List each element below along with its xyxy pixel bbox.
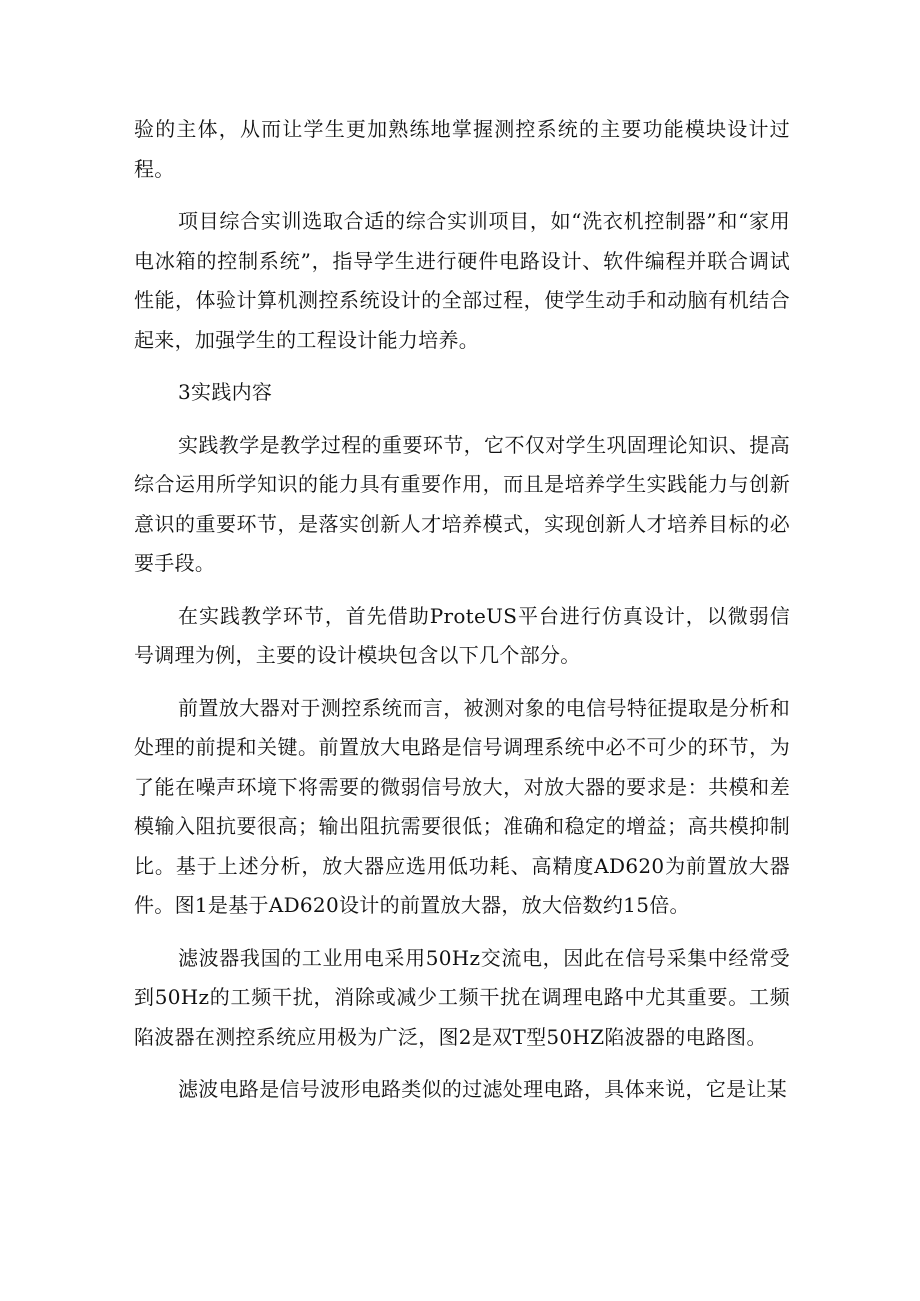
section-heading-practice-content: 3实践内容 bbox=[178, 380, 273, 404]
paragraph-filter-circuit: 滤波电路是信号波形电路类似的过滤处理电路，具体来说，它是让某 bbox=[178, 1077, 787, 1101]
paragraph-proteus-simulation: 在实践教学环节，首先借助ProteUS平台进行仿真设计，以微弱信号调理为例，主要的设计模块包含以下几个部分。 bbox=[134, 603, 790, 667]
paragraph-notch-filter: 滤波器我国的工业用电采用50Hz交流电，因此在信号采集中经常受到50Hz的工频干扰，消除或减少工频干扰在调理电路中尤其重要。工频陷波器在测控系统应用极为广泛，图2是双T型50HZ陷波器的电路图。 bbox=[134, 945, 790, 1049]
paragraph-practice-teaching: 实践教学是教学过程的重要环节，它不仅对学生巩固理论知识、提高综合运用所学知识的能力具有重要作用，而且是培养学生实践能力与创新意识的重要环节，是落实创新人才培养模式，实现创新人才培养目标的必要手段。 bbox=[134, 432, 790, 575]
paragraph-continuation: 验的主体，从而让学生更加熟练地掌握测控系统的主要功能模块设计过程。 bbox=[134, 117, 790, 181]
paragraph-project-training: 项目综合实训选取合适的综合实训项目，如“洗衣机控制器”和“家用电冰箱的控制系统”，指导学生进行硬件电路设计、软件编程并联合调试性能，体验计算机测控系统设计的全部过程，使学生动手和动脑有机结合起来，加强学生的工程设计能力培养。 bbox=[134, 209, 790, 352]
paragraph-preamplifier: 前置放大器对于测控系统而言，被测对象的电信号特征提取是分析和处理的前提和关键。前置放大电路是信号调理系统中必不可少的环节，为了能在噪声环境下将需要的微弱信号放大，对放大器的要求是：共模和差模输入阻抗要很高；输出阻抗需要很低；准确和稳定的增益；高共模抑制比。基于上述分析，放大器应选用低功耗、高精度AD620为前置放大器件。图1是基于AD620设计的前置放大器，放大倍数约15倍。 bbox=[134, 695, 790, 917]
body-text bbox=[134, 110, 790, 1123]
